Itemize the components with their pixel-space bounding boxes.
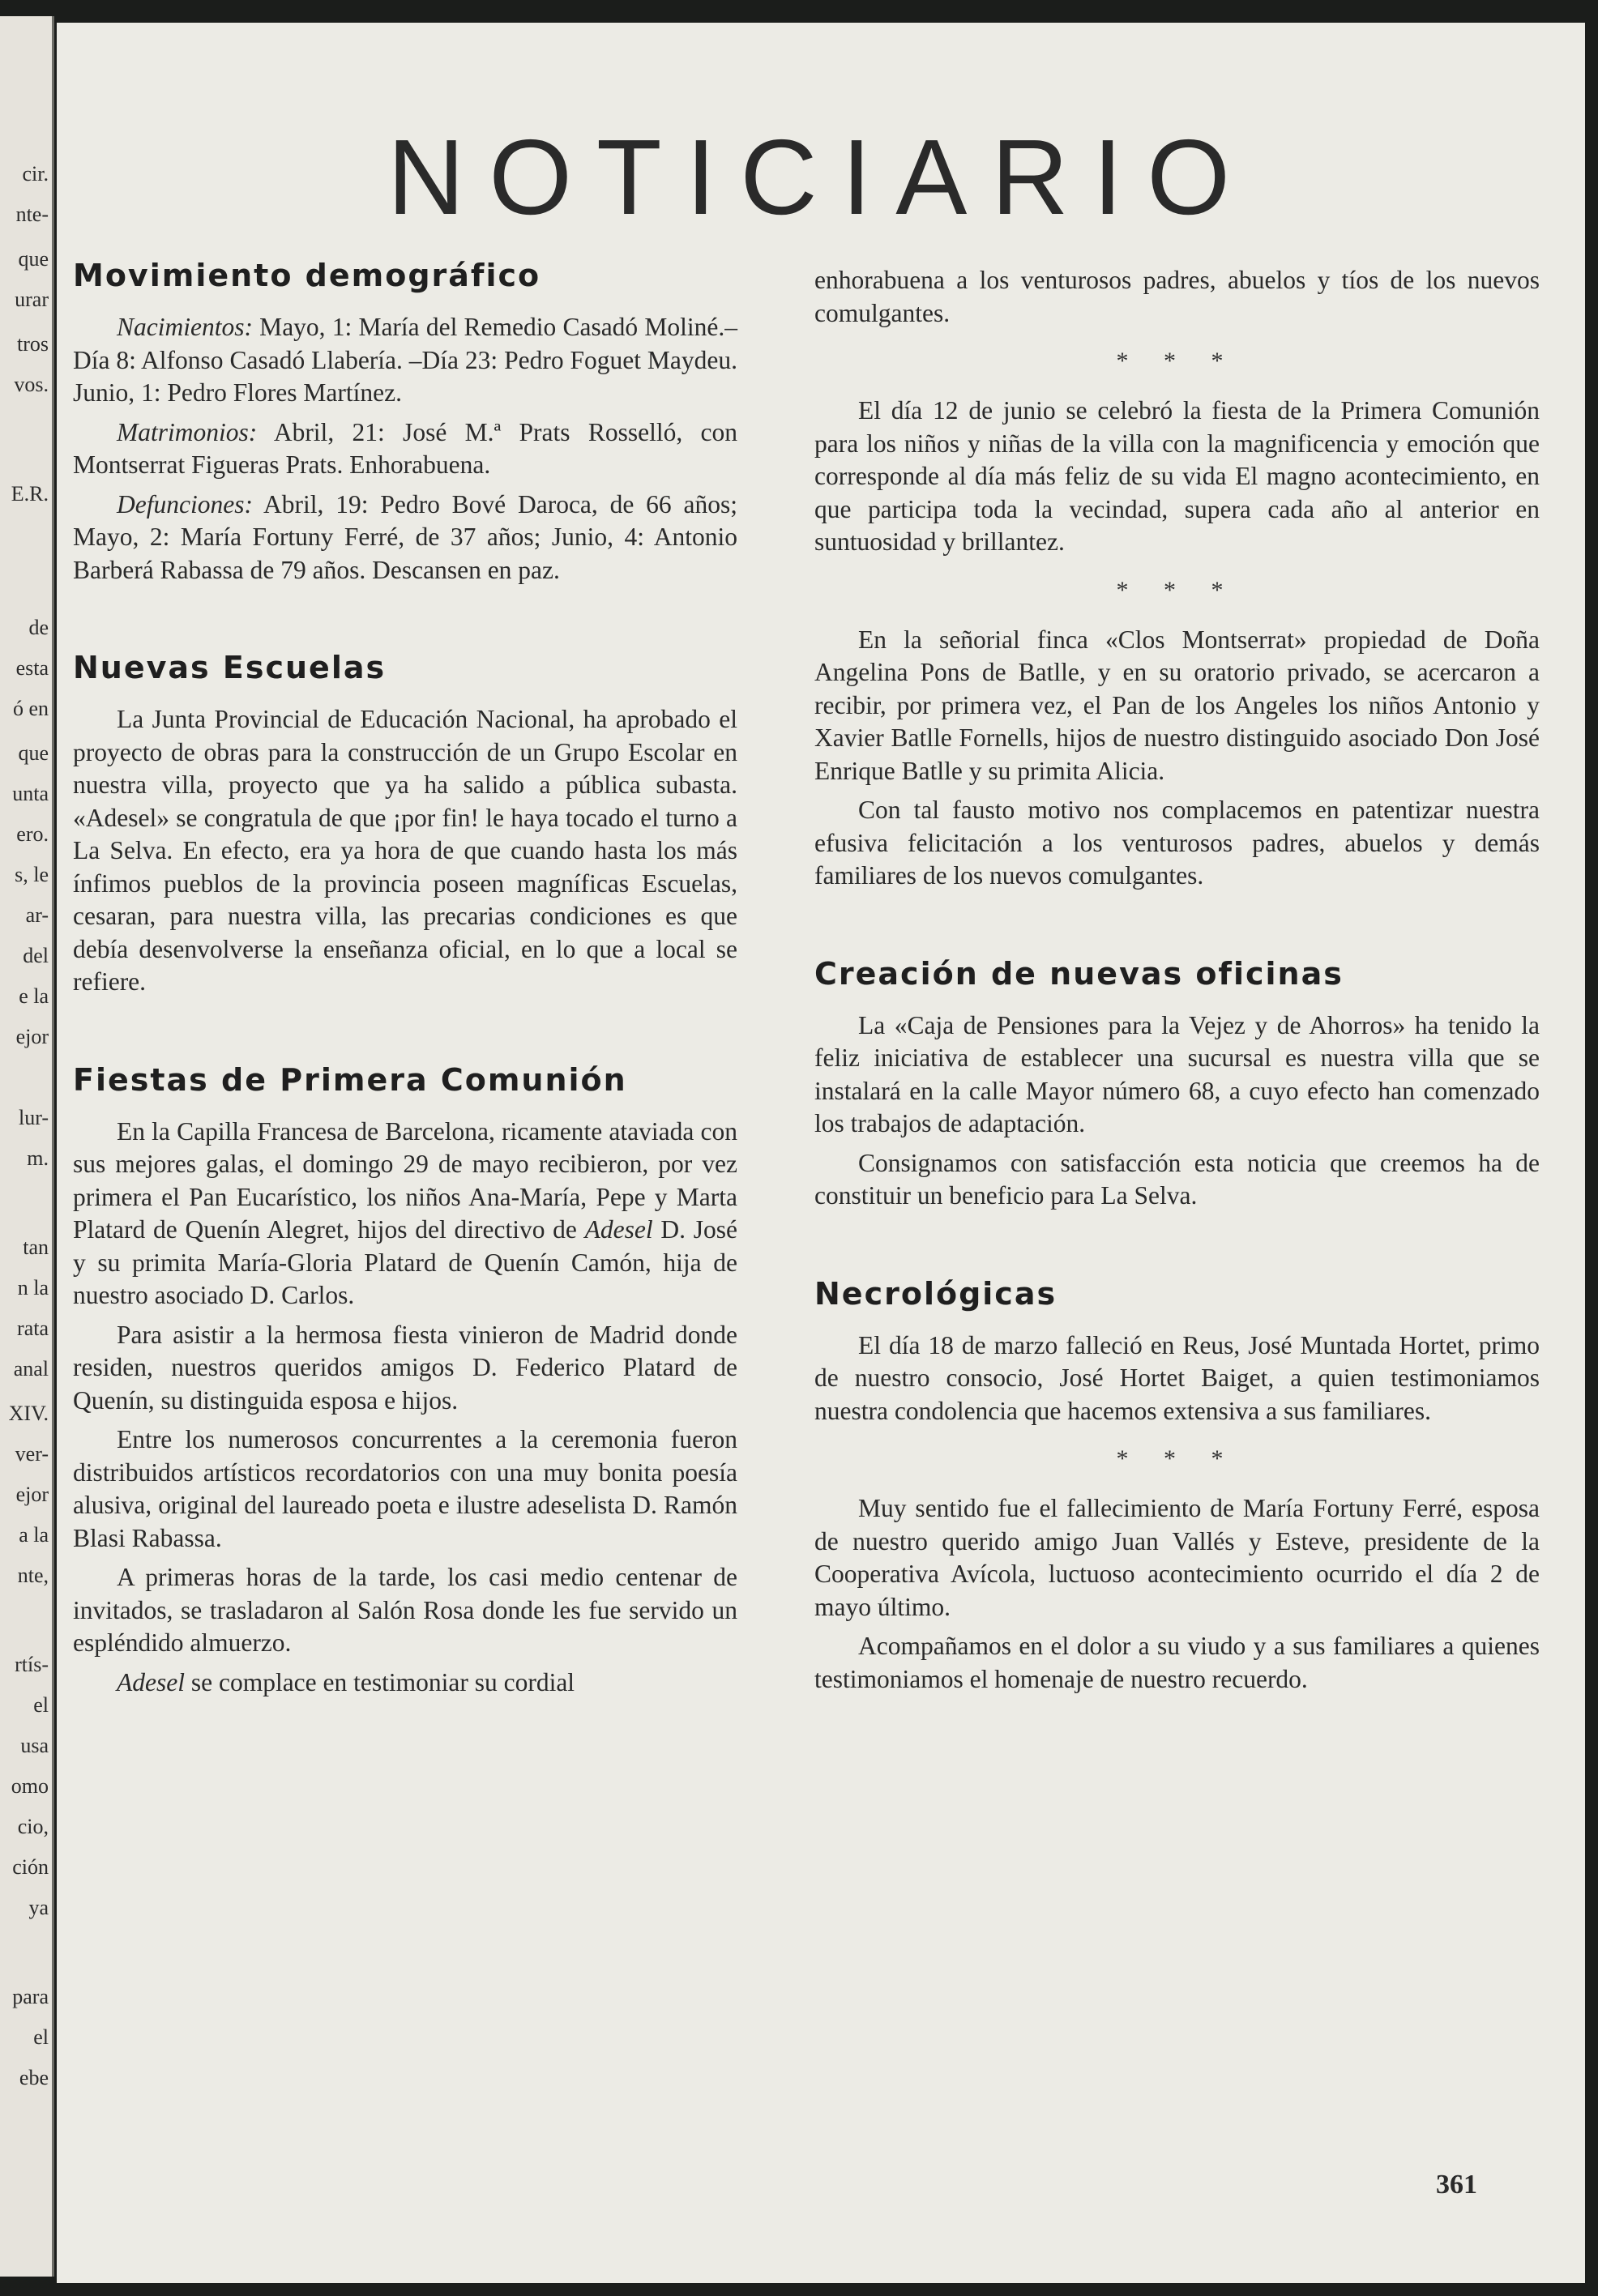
edge-word: anal bbox=[13, 1357, 49, 1381]
edge-word: ya bbox=[28, 1896, 49, 1919]
edge-word: tros bbox=[17, 332, 49, 356]
defunciones-label: Defunciones: bbox=[117, 489, 253, 519]
necrologicas-paragraph-3: Acompañamos en el dolor a su viudo y a sus familiares a quienes testimoniamos el homenaje de nuestro recuerdo. bbox=[814, 1632, 1540, 1693]
magazine-page bbox=[57, 23, 1585, 2283]
section-title-comunion: Fiestas de Primera Comunión bbox=[73, 1061, 627, 1098]
edge-word: nte, bbox=[17, 1564, 49, 1587]
section-title-necrologicas: Necrológicas bbox=[814, 1275, 1058, 1312]
edge-word: para bbox=[12, 1985, 49, 2008]
edge-word: tan bbox=[23, 1235, 49, 1259]
edge-word: esta bbox=[15, 656, 49, 680]
edge-word: a la bbox=[19, 1523, 49, 1547]
page-number: 361 bbox=[1436, 2170, 1477, 2200]
edge-word: E.R. bbox=[11, 482, 49, 506]
separator-stars: * * * bbox=[1116, 576, 1238, 604]
nacimientos-text: Mayo, 1: María del Remedio Casadó Moliné.–Día 8: Alfonso Casadó Llabería. –Día 23: Pedro Foguet Maydeu. Junio, 1: Pedro Flores Martínez. bbox=[73, 313, 737, 407]
edge-word: n la bbox=[17, 1276, 49, 1300]
necrologicas-paragraph-1: El día 18 de marzo falleció en Reus, José Muntada Hortet, primo de nuestro consocio, José Hortet Baiget, a quien testimoniamos nuestra condolencia que hacemos extensiva a sus familiares. bbox=[814, 1330, 1540, 1425]
comunion-paragraph-1 bbox=[73, 1116, 737, 1312]
edge-word: ero. bbox=[16, 822, 49, 846]
previous-page-edge bbox=[0, 16, 54, 2277]
section-title-escuelas: Nuevas Escuelas bbox=[73, 650, 387, 685]
edge-word: ver- bbox=[15, 1442, 49, 1466]
edge-word: ejor bbox=[15, 1025, 49, 1048]
edge-word: ejor bbox=[15, 1483, 49, 1506]
oficinas-paragraph-1: La «Caja de Pensiones para la Vejez y de Ahorros» ha tenido la feliz iniciativa de establecer una sucursal es nuestra villa que se instalará en la calle Mayor número 68, a cuyo efecto han comenzado los trabajos de adaptación. bbox=[814, 1010, 1540, 1137]
edge-word: cir. bbox=[22, 162, 49, 186]
comunion-paragraph-2: Para asistir a la hermosa fiesta vinieron de Madrid donde residen, nuestros queridos amigos D. Federico Platard de Quenín, su distinguida esposa e hijos. bbox=[73, 1320, 737, 1415]
edge-word: s, le bbox=[15, 863, 49, 886]
edge-word: unta bbox=[12, 782, 49, 805]
matrimonios-paragraph bbox=[73, 416, 737, 482]
defunciones-paragraph bbox=[73, 489, 737, 587]
separator-stars: * * * bbox=[1116, 348, 1238, 374]
comunion-paragraph-3: Entre los numerosos concurrentes a la ceremonia fueron distribuidos artísticos recordatorios con una muy bonita poesía alusiva, original del laureado poeta e ilustre adeselista D. Ramón Blasi Rabassa. bbox=[73, 1425, 737, 1552]
edge-word: que bbox=[18, 741, 49, 765]
right-column bbox=[814, 264, 1540, 1702]
edge-word: que bbox=[18, 247, 49, 271]
left-column bbox=[73, 258, 737, 1705]
edge-word: urar bbox=[15, 288, 49, 311]
edge-word: cio, bbox=[17, 1815, 49, 1838]
edge-word: de bbox=[28, 616, 49, 639]
matrimonios-label: Matrimonios: bbox=[117, 417, 258, 446]
edge-word: usa bbox=[20, 1734, 49, 1757]
defunciones-text: Abril, 19: Pedro Bové Daroca, de 66 años; Mayo, 2: María Fortuny Ferré, de 37 años; Junio, 4: Antonio Barberá Rabassa de 79 años. Descansen en paz. bbox=[73, 489, 737, 584]
section-title-movimiento: Movimiento demográfico bbox=[73, 258, 541, 293]
edge-word: ción bbox=[12, 1855, 49, 1879]
nacimientos-label: Nacimientos: bbox=[117, 313, 253, 341]
escuelas-paragraph: La Junta Provincial de Educación Nacional, ha aprobado el proyecto de obras para la construcción de un Grupo Escolar en nuestra villa, proyecto que ya ha salido a pública subasta. «Adesel» se congratula de que ¡por fin! le haya tocado el turno a La Selva. En efecto, era ya hora de que cuando hasta los más ínfimos pueblos de la provincia poseen magníficas Escuelas, cesaran, para nuestra villa, las precarias condiciones es que debía desenvolverse la enseñanza oficial, en lo que a local se refiere. bbox=[73, 705, 737, 996]
finca-paragraph-2: Con tal fausto motivo nos complacemos en patentizar nuestra efusiva felicitación a los venturosos padres, abuelos y demás familiares de los nuevos comulgantes. bbox=[814, 796, 1540, 890]
edge-word: ar- bbox=[25, 903, 49, 927]
edge-word: el bbox=[33, 1693, 49, 1717]
edge-word: nte- bbox=[15, 203, 49, 226]
comunion-text-c: se complace en testimoniar su cordial bbox=[184, 1667, 575, 1696]
comunion-text-a: En la Capilla Francesa de Barcelona, ricamente ataviada con sus mejores galas, el domingo 29 de mayo recibieron, por vez primera el Pan Eucarístico, los niños Ana-María, Pepe y Marta Platard de Quenín Alegret, hijos del directivo de bbox=[73, 1116, 737, 1244]
edge-word: rata bbox=[17, 1317, 49, 1340]
edge-word: e la bbox=[19, 984, 49, 1008]
edge-word: m. bbox=[27, 1146, 49, 1170]
comunion-paragraph-4: A primeras horas de la tarde, los casi medio centenar de invitados, se trasladaron al Salón Rosa donde les fue servido un espléndido almuerzo. bbox=[73, 1563, 737, 1657]
masthead-title: NOTICIARIO bbox=[387, 117, 1255, 237]
edge-word: el bbox=[33, 2025, 49, 2049]
edge-word: del bbox=[23, 944, 49, 967]
edge-word: lur- bbox=[18, 1106, 49, 1129]
edge-word: rtís- bbox=[15, 1653, 49, 1676]
adesel-name: Adesel bbox=[584, 1215, 653, 1244]
necrologicas-paragraph-2: Muy sentido fue el fallecimiento de María Fortuny Ferré, esposa de nuestro querido amigo Juan Vallés y Esteve, presidente de la Cooperativa Avícola, luctuoso acontecimiento ocurrido el día 2 de mayo último. bbox=[814, 1494, 1540, 1621]
continuation-paragraph: enhorabuena a los venturosos padres, abuelos y tíos de los nuevos comulgantes. bbox=[814, 266, 1540, 327]
matrimonios-text: Abril, 21: José M.ª Prats Rosselló, con Montserrat Figueras Prats. Enhorabuena. bbox=[73, 417, 737, 479]
edge-word: omo bbox=[11, 1774, 49, 1798]
edge-word: ebe bbox=[19, 2066, 49, 2089]
oficinas-paragraph-2: Consignamos con satisfacción esta noticia que creemos ha de constituir un beneficio para La Selva. bbox=[814, 1148, 1540, 1210]
comunion-paragraph-5 bbox=[73, 1667, 737, 1700]
junio-paragraph: El día 12 de junio se celebró la fiesta de la Primera Comunión para los niños y niñas de la villa con la magnificencia y emoción que corresponde al día más feliz de su vida El magno acontecimiento, en que participa toda la vecindad, supera cada año al anterior en suntuosidad y brillantez. bbox=[814, 396, 1540, 556]
section-title-oficinas: Creación de nuevas oficinas bbox=[814, 955, 1344, 992]
finca-paragraph-1: En la señorial finca «Clos Montserrat» propiedad de Doña Angelina Pons de Batlle, y en su oratorio privado, se acercaron a recibir, por primera vez, el Pan de los Angeles los niños Antonio y Xavier Batlle Fornells, hijos de nuestro distinguido asociado Don José Enrique Batlle y su primita Alicia. bbox=[814, 625, 1540, 785]
edge-word: vos. bbox=[14, 373, 49, 396]
edge-word: XIV. bbox=[8, 1402, 49, 1425]
adesel-name: Adesel bbox=[117, 1667, 185, 1696]
nacimientos-paragraph bbox=[73, 311, 737, 410]
separator-stars: * * * bbox=[1116, 1445, 1238, 1472]
comunion-text-b: D. José y su primita María-Gloria Platard de Quenín Camón, hija de nuestro asociado D. Carlos. bbox=[73, 1215, 737, 1309]
edge-word: ó en bbox=[12, 697, 49, 720]
